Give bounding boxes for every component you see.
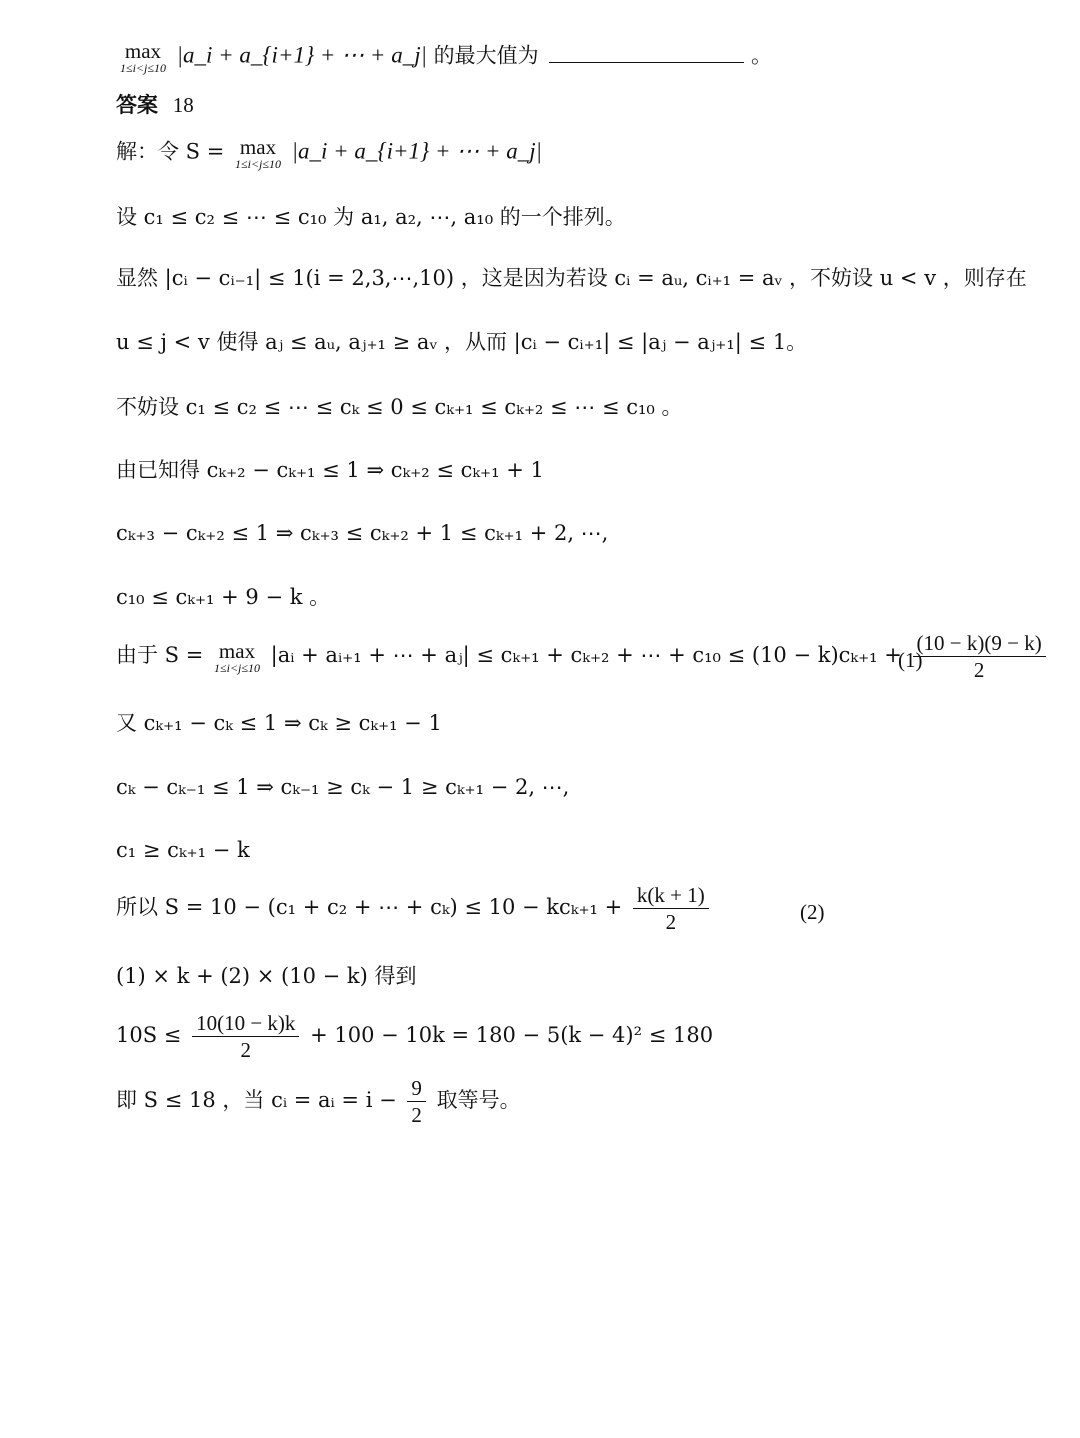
sum-expression: |a_i + a_{i+1} + ⋯ + a_j|: [176, 42, 427, 68]
fraction: [192, 1010, 299, 1063]
line13-prefix: 所以 S = 10 − (c₁ + c₂ + ⋯ + cₖ) ≤ 10 − kcₖ₊₁ +: [116, 895, 623, 919]
max-operator: [235, 136, 281, 170]
answer-value: 18: [172, 93, 194, 117]
solution-line-14: (1) × k + (2) × (10 − k) 得到: [116, 964, 417, 988]
solution-line-10: 又 cₖ₊₁ − cₖ ≤ 1 ⇒ cₖ ≥ cₖ₊₁ − 1: [116, 711, 442, 735]
line9-inequality: |aᵢ + aᵢ₊₁ + ⋯ + aⱼ| ≤ cₖ₊₁ + cₖ₊₂ + ⋯ + c₁₀ ≤ (10 − k)cₖ₊₁ +: [270, 643, 902, 667]
problem-question-text: 的最大值为: [433, 43, 539, 68]
fraction: [913, 630, 1046, 683]
max-op-text: max: [218, 638, 256, 663]
solution-line-1: [116, 136, 542, 170]
solution-line-3: 显然 |cᵢ − cᵢ₋₁| ≤ 1(i = 2,3,⋯,10) ，这是因为若设 cᵢ = aᵤ, cᵢ₊₁ = aᵥ ，不妨设 u < v ，则存在: [116, 266, 1027, 290]
answer-line: [116, 90, 194, 120]
fraction-denominator: 2: [973, 658, 985, 682]
problem-tail: [116, 40, 772, 74]
max-op-text: max: [239, 135, 277, 159]
solution-line-15: [116, 1010, 713, 1063]
line15-suffix: + 100 − 10k = 180 − 5(k − 4)² ≤ 180: [310, 1023, 714, 1047]
equation-tag-2: (2): [800, 900, 825, 924]
fraction-numerator: 9: [407, 1075, 426, 1102]
fraction: [407, 1075, 426, 1128]
max-operator: [120, 40, 166, 74]
solution-line-4: u ≤ j < v 使得 aⱼ ≤ aᵤ, aⱼ₊₁ ≥ aᵥ ，从而 |cᵢ − cᵢ₊₁| ≤ |aⱼ − aⱼ₊₁| ≤ 1。: [116, 330, 808, 354]
fraction-denominator: 2: [665, 910, 677, 934]
solution-line-5: 不妨设 c₁ ≤ c₂ ≤ ⋯ ≤ cₖ ≤ 0 ≤ cₖ₊₁ ≤ cₖ₊₂ ≤ ⋯ ≤ c₁₀ 。: [116, 395, 683, 419]
fraction-numerator: k(k + 1): [633, 882, 709, 909]
solution-line-12: c₁ ≥ cₖ₊₁ − k: [116, 838, 250, 862]
solution-line-7: cₖ₊₃ − cₖ₊₂ ≤ 1 ⇒ cₖ₊₃ ≤ cₖ₊₂ + 1 ≤ cₖ₊₁ + 2, ⋯,: [116, 521, 609, 545]
solution-line-2: 设 c₁ ≤ c₂ ≤ ⋯ ≤ c₁₀ 为 a₁, a₂, ⋯, a₁₀ 的一个排列。: [116, 205, 626, 229]
fraction-denominator: 2: [240, 1038, 251, 1062]
fraction-denominator: 2: [411, 1103, 422, 1127]
line9-prefix: 由于 S =: [116, 643, 204, 667]
solution-line-8: c₁₀ ≤ cₖ₊₁ + 9 − k 。: [116, 585, 331, 609]
solution-line-11: cₖ − cₖ₋₁ ≤ 1 ⇒ cₖ₋₁ ≥ cₖ − 1 ≥ cₖ₊₁ − 2, ⋯,: [116, 775, 570, 799]
fraction-numerator: (10 − k)(9 − k): [913, 630, 1046, 657]
max-op-sub: 1≤i<j≤10: [120, 61, 166, 75]
max-operator: [214, 640, 260, 674]
solution-line-13: [116, 882, 713, 935]
equation-tag-1: (1): [898, 648, 923, 672]
solution-line-6: 由已知得 cₖ₊₂ − cₖ₊₁ ≤ 1 ⇒ cₖ₊₂ ≤ cₖ₊₁ + 1: [116, 458, 544, 482]
answer-blank: [549, 44, 744, 63]
sum-expression: |a_i + a_{i+1} + ⋯ + a_j|: [291, 138, 542, 164]
line16-suffix: 取等号。: [436, 1088, 521, 1112]
max-op-sub: 1≤i<j≤10: [235, 157, 281, 171]
solution-line-16: [116, 1075, 521, 1128]
line16-prefix: 即 S ≤ 18 ，当 cᵢ = aᵢ = i −: [116, 1088, 397, 1112]
max-op-sub: 1≤i<j≤10: [214, 660, 260, 675]
fraction-numerator: 10(10 − k)k: [192, 1010, 299, 1037]
period: 。: [750, 43, 772, 68]
fraction: [633, 882, 709, 935]
solution-intro: 解：令 S =: [116, 139, 225, 164]
line15-prefix: 10S ≤: [116, 1023, 182, 1047]
max-op-text: max: [124, 39, 162, 63]
answer-label: 答案: [116, 92, 158, 117]
